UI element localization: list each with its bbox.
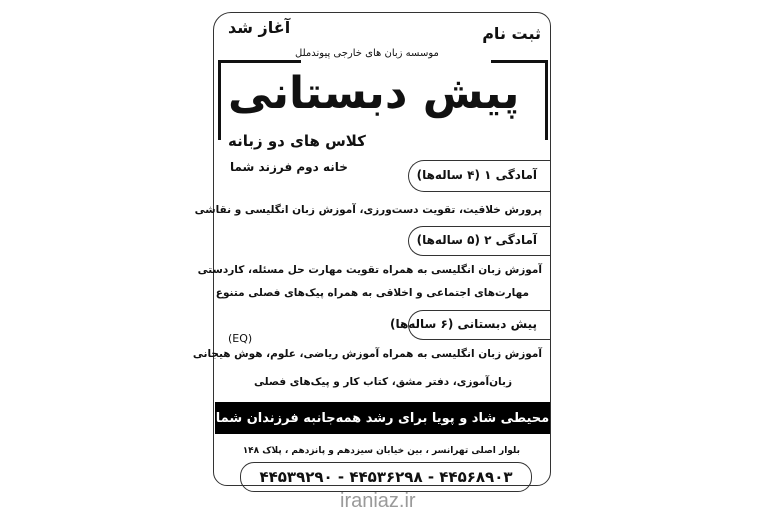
section-2-line: آموزش زبان انگلیسی به همراه تقویت مهارت حل مسئله، کاردستی — [197, 264, 542, 276]
slogan-banner: محیطی شاد و پویا برای رشد همه‌جانبه فرزندان شما — [215, 402, 550, 434]
section-3-line: زبان‌آموزی، دفتر مشق، کتاب کار و پیک‌های فصلی — [253, 376, 512, 388]
section-3-line: آموزش زبان انگلیسی به همراه آموزش ریاضی، علوم، هوش هیجانی — [192, 348, 542, 360]
tagline: خانه دوم فرزند شما — [230, 160, 348, 174]
section-2-line: مهارت‌های اجتماعی و اخلاقی به همراه پیک‌های فصلی متنوع — [215, 287, 529, 299]
address: بلوار اصلی تهرانسر ، بین خیابان سیزدهم و پانزدهم ، پلاک ۱۴۸ — [242, 446, 520, 456]
section-3-heading: پیش دبستانی (۶ ساله‌ها) — [389, 317, 537, 331]
phone-numbers: ۴۴۵۳۹۲۹۰ - ۴۴۵۳۶۲۹۸ - ۴۴۵۶۸۹۰۳ — [240, 462, 532, 492]
institute-name: موسسه زبان های خارجی پیوندملل — [295, 48, 439, 59]
section-1-heading: آمادگی ۱ (۴ ساله‌ها) — [416, 168, 537, 182]
eq-note: (EQ) — [228, 332, 253, 345]
section-2-heading: آمادگی ۲ (۵ ساله‌ها) — [416, 233, 537, 247]
started-label: آغاز شد — [228, 18, 291, 37]
page-title: پیش دبستانی — [228, 68, 520, 119]
section-1-line: پرورش خلاقیت، تقویت دست‌ورزی، آموزش زبان انگلیسی و نقاشی — [194, 204, 542, 216]
watermark: iraniaz.ir — [340, 490, 416, 512]
subtitle: کلاس های دو زبانه — [228, 132, 366, 150]
register-label: ثبت نام — [482, 24, 541, 43]
